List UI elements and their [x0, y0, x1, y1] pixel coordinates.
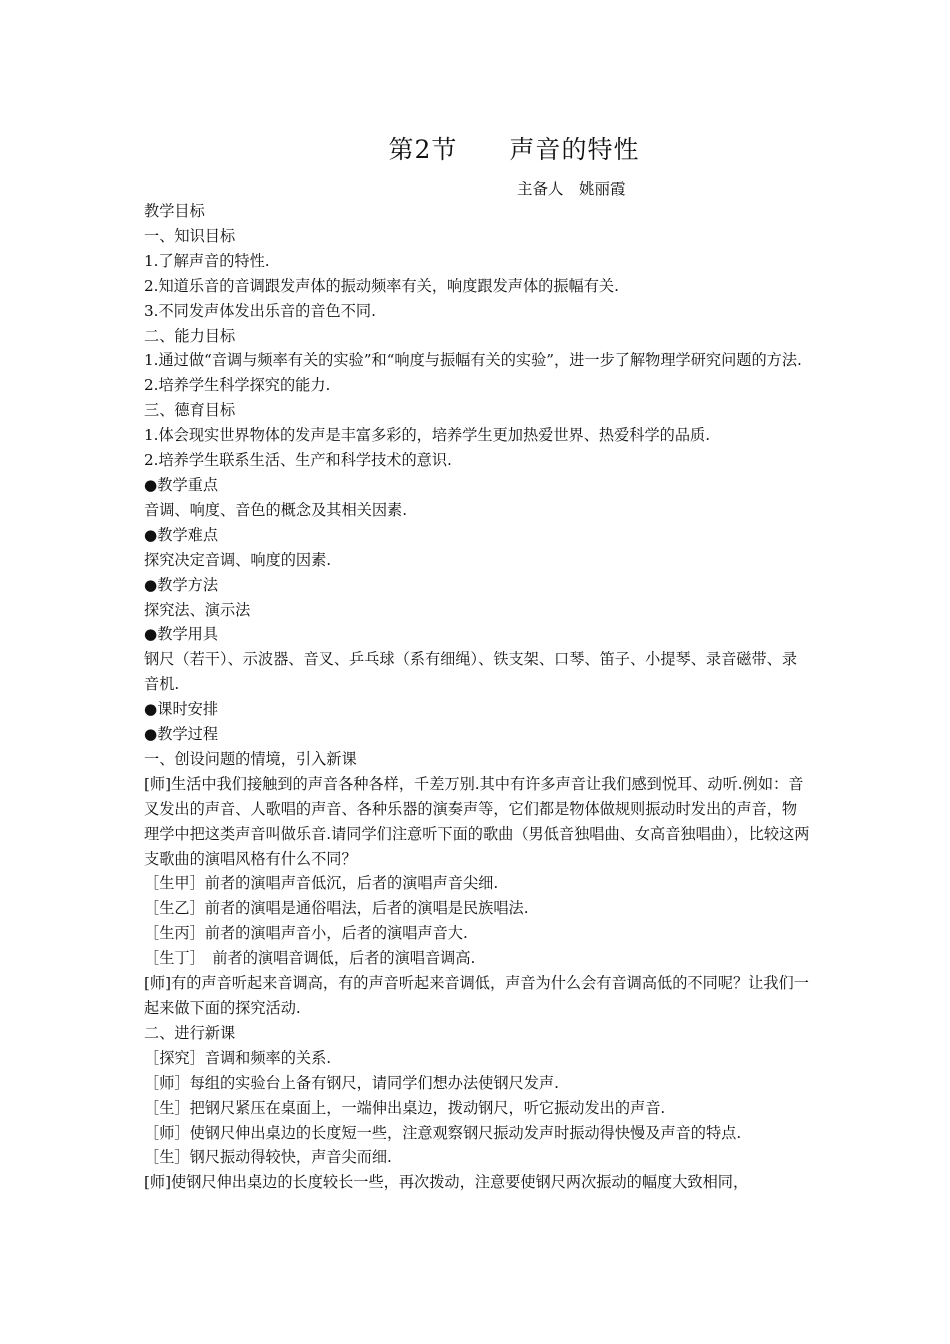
paragraph: 三、德育目标: [144, 401, 236, 420]
paragraph: 探究决定音调、响度的因素.: [144, 550, 332, 569]
document-body: [144, 199, 810, 1195]
paragraph: ●教学重点: [144, 475, 219, 494]
paragraph: 一、知识目标: [144, 226, 236, 245]
paragraph: ［生］把钢尺紧压在桌面上，一端伸出桌边，拨动钢尺，听它振动发出的声音.: [144, 1098, 666, 1117]
paragraph: 3.不同发声体发出乐音的音色不同.: [144, 301, 376, 320]
paragraph: ●课时安排: [144, 700, 219, 719]
paragraph: ［生丁］ 前者的演唱音调低，后者的演唱音调高.: [144, 949, 476, 968]
paragraph: ［探究］音调和频率的关系.: [144, 1048, 332, 1067]
paragraph: 音调、响度、音色的概念及其相关因素.: [144, 500, 408, 519]
paragraph: 2.知道乐音的音调跟发声体的振动频率有关，响度跟发声体的振幅有关.: [144, 276, 619, 295]
paragraph: 1.了解声音的特性.: [144, 251, 270, 270]
paragraph: 二、进行新课: [144, 1023, 236, 1042]
paragraph: 1.体会现实世界物体的发声是丰富多彩的，培养学生更加热爱世界、热爱科学的品质.: [144, 426, 711, 445]
author-line: 主备人 姚丽霞: [517, 180, 626, 198]
paragraph: 2.培养学生科学探究的能力.: [144, 376, 331, 395]
paragraph: 一、创设问题的情境，引入新课: [144, 749, 357, 768]
paragraph: 钢尺（若干）、示波器、音叉、乒乓球（系有细绳）、铁支架、口琴、笛子、小提琴、录音磁带、录音机.: [144, 650, 798, 694]
paragraph: ［师］使钢尺伸出桌边的长度短一些，注意观察钢尺振动发声时振动得快慢及声音的特点.: [144, 1123, 742, 1142]
paragraph: 教学目标: [144, 202, 205, 220]
paragraph: ●教学用具: [144, 625, 219, 644]
paragraph: [师]有的声音听起来音调高，有的声音听起来音调低，声音为什么会有音调高低的不同呢？让我们一起来做下面的探究活动.: [144, 974, 809, 1017]
paragraph: ［生乙］前者的演唱是通俗唱法，后者的演唱是民族唱法.: [144, 899, 529, 918]
page-title: 第2节 声音的特性: [388, 135, 640, 164]
paragraph: ●教学难点: [144, 525, 219, 544]
paragraph: ［师］每组的实验台上备有钢尺，请同学们想办法使钢尺发声.: [144, 1073, 559, 1092]
paragraph: 二、能力目标: [144, 326, 236, 345]
paragraph: [师]生活中我们接触到的声音各种各样，千差万别.其中有许多声音让我们感到悦耳、动听.例如：音叉发出的声音、人歌唱的声音、各种乐器的演奏声等，它们都是物体做规则振动时发出的声音，物理学中把这类声音叫做乐音.请同学们注意听下面的歌曲（男低音独唱曲、女高音独唱曲），比较这两支歌曲的演唱风格有什么不同？: [144, 774, 810, 868]
paragraph: ［生丙］前者的演唱声音小，后者的演唱声音大.: [144, 924, 468, 943]
paragraph: ［生］钢尺振动得较快，声音尖而细.: [144, 1148, 392, 1167]
paragraph: ［生甲］前者的演唱声音低沉，后者的演唱声音尖细.: [144, 874, 499, 893]
paragraph: 1.通过做“音调与频率有关的实验”和“响度与振幅有关的实验”，进一步了解物理学研究问题的方法.: [144, 351, 802, 370]
paragraph: 2.培养学生联系生活、生产和科学技术的意识.: [144, 451, 452, 470]
paragraph: ●教学方法: [144, 575, 219, 594]
paragraph: [师]使钢尺伸出桌边的长度较长一些，再次拨动，注意要使钢尺两次振动的幅度大致相同，: [144, 1173, 749, 1192]
paragraph: ●教学过程: [144, 725, 219, 744]
paragraph: 探究法、演示法: [144, 600, 251, 619]
